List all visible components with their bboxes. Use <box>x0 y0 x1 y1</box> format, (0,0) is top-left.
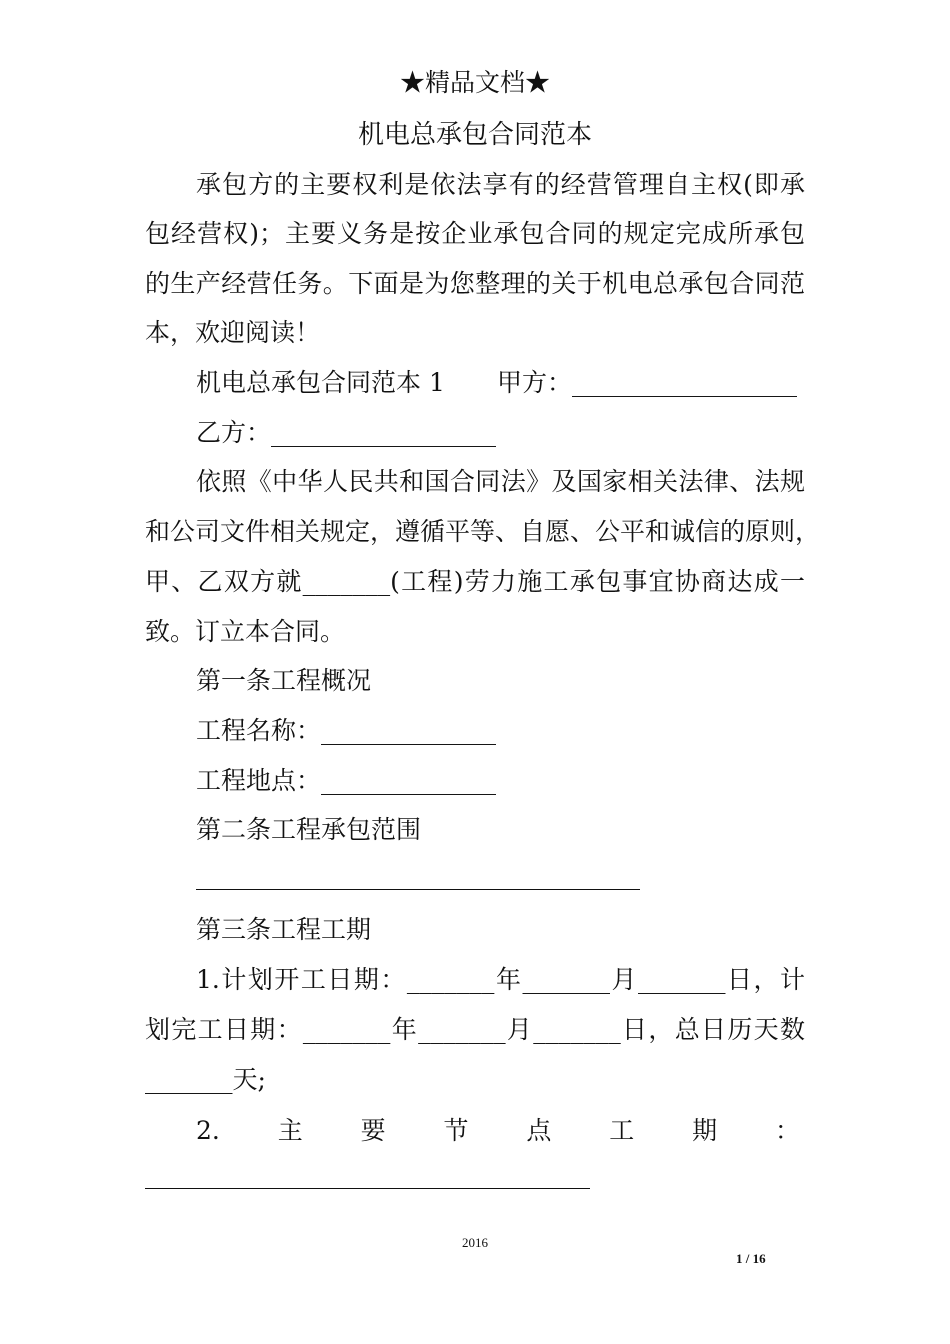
footer-year: 2016 <box>462 1235 488 1250</box>
schedule-line-1: 1.计划开工日期：_______年_______月_______日，计 <box>196 965 805 994</box>
milestones-char: 期 <box>692 1116 718 1145</box>
basis-line-4: 致。订立本合同。 <box>145 617 346 646</box>
document-title: 机电总承包合同范本 <box>357 120 592 150</box>
milestones-line <box>196 1116 800 1146</box>
milestones-char: 节 <box>443 1116 469 1145</box>
article-2-heading: 第二条工程承包范围 <box>196 815 422 844</box>
milestones-char: 2. <box>196 1116 220 1145</box>
project-name-field: 工程名称：______________ <box>196 716 497 745</box>
party-b-field: 乙方：__________________ <box>196 418 497 447</box>
intro-line-3: 的生产经营任务。下面是为您整理的关于机电总承包合同范 <box>145 269 805 298</box>
milestones-char: 工 <box>609 1116 635 1145</box>
milestones-char: 主 <box>277 1116 303 1145</box>
article-3-heading: 第三条工程工期 <box>196 915 372 944</box>
intro-line-1: 承包方的主要权利是依法享有的经营管理自主权(即承 <box>196 170 805 199</box>
milestones-char: 要 <box>360 1116 386 1145</box>
milestones-char: 点 <box>526 1116 552 1145</box>
party-a-field: 甲方：__________________ <box>497 368 798 397</box>
basis-line-3: 甲、乙双方就_______(工程)劳力施工承包事宜协商达成一 <box>145 567 805 596</box>
schedule-line-3: _______天; <box>145 1065 266 1094</box>
article-1-heading: 第一条工程概况 <box>196 666 372 695</box>
page-indicator: 1 / 16 <box>736 1251 766 1266</box>
document-header: ★精品文档★ <box>399 68 550 97</box>
basis-line-2: 和公司文件相关规定，遵循平等、自愿、公平和诚信的原则， <box>145 517 821 546</box>
schedule-line-2: 划完工日期：_______年_______月_______日，总日历天数 <box>145 1015 805 1044</box>
sample-title: 机电总承包合同范本 1 <box>196 368 445 397</box>
intro-line-4: 本，欢迎阅读！ <box>145 318 321 347</box>
basis-line-1: 依照《中华人民共和国合同法》及国家相关法律、法规 <box>196 467 805 496</box>
scope-blank-line <box>196 889 640 890</box>
project-site-field: 工程地点：______________ <box>196 766 497 795</box>
intro-line-2: 包经营权)；主要义务是按企业承包合同的规定完成所承包 <box>145 219 805 248</box>
milestones-blank-line <box>145 1188 590 1189</box>
milestones-char: ： <box>774 1116 800 1145</box>
